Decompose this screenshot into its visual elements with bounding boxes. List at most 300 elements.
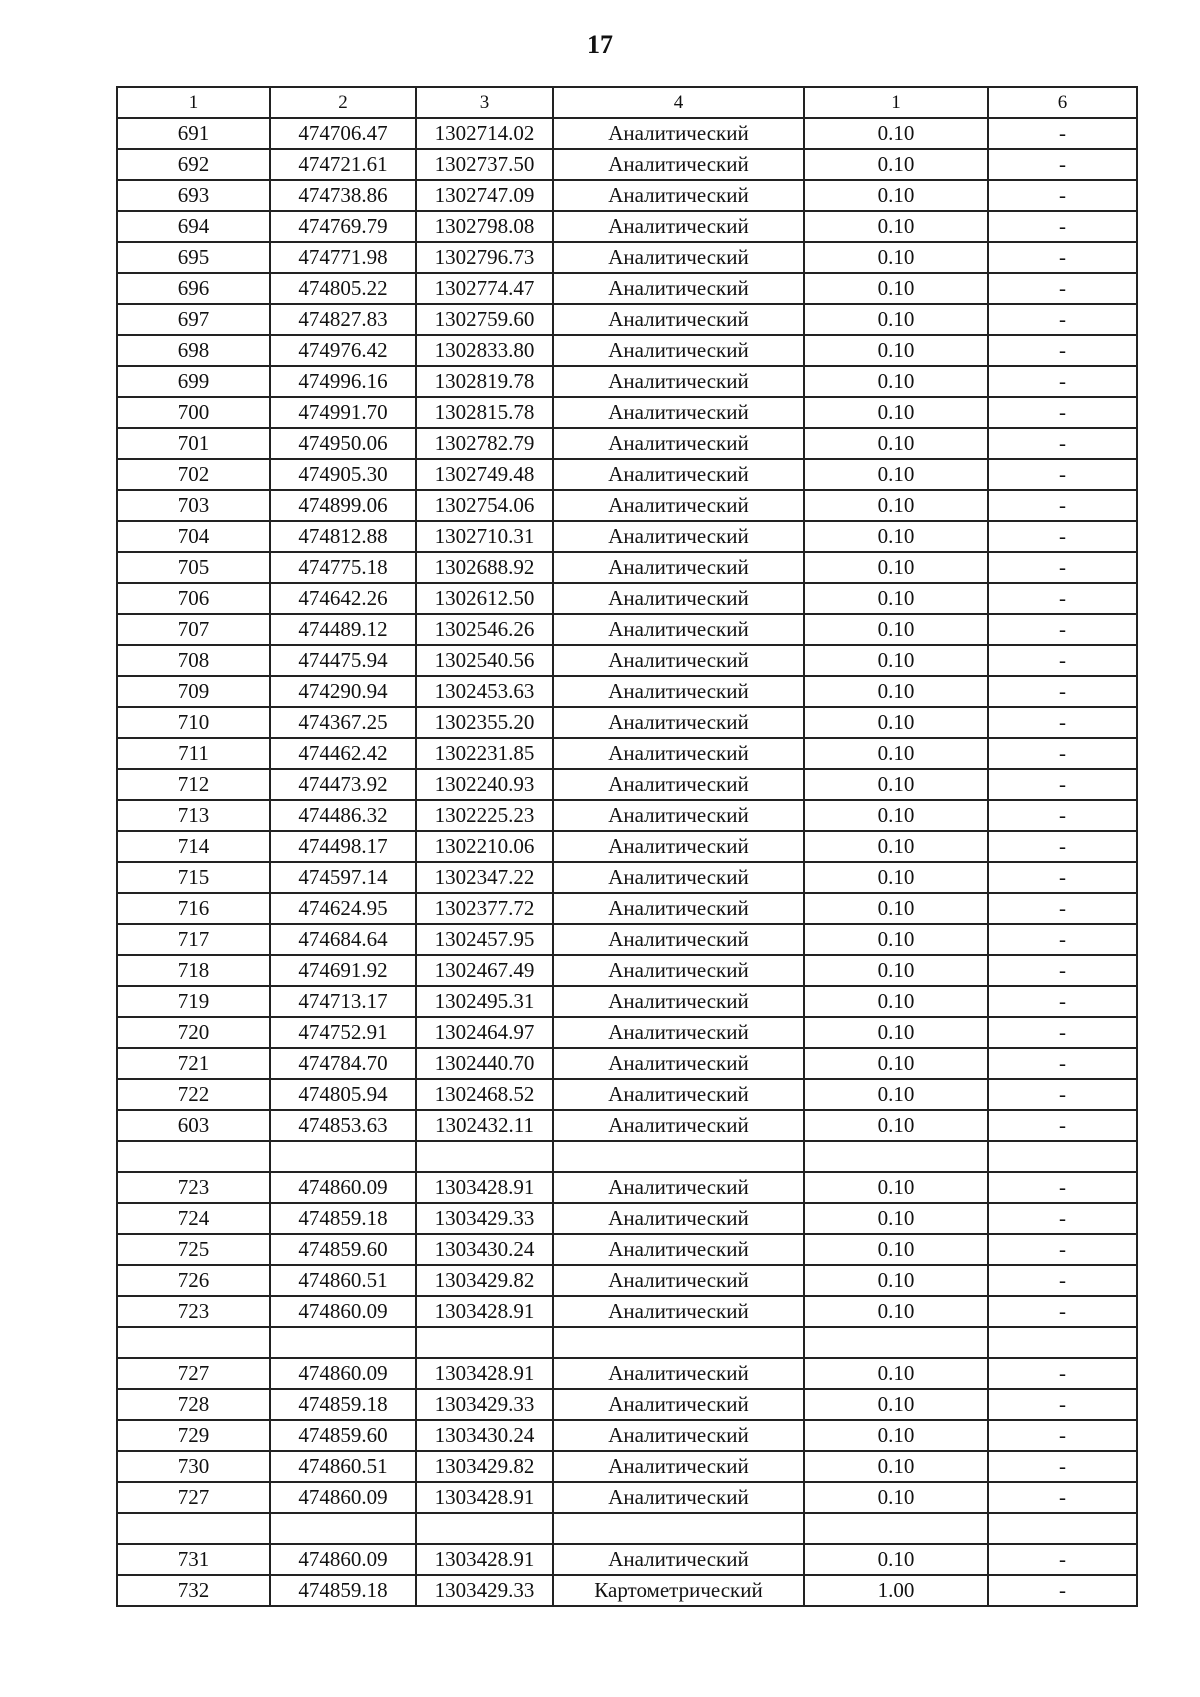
point-number-cell: 729 bbox=[117, 1420, 270, 1451]
point-number-cell bbox=[117, 1327, 270, 1358]
point-number-cell: 708 bbox=[117, 645, 270, 676]
accuracy-cell: 0.10 bbox=[804, 366, 988, 397]
table-row bbox=[117, 1110, 1137, 1141]
point-number-cell: 725 bbox=[117, 1234, 270, 1265]
point-number-cell: 711 bbox=[117, 738, 270, 769]
x-coordinate-cell: 474860.51 bbox=[270, 1451, 416, 1482]
accuracy-cell: 0.10 bbox=[804, 1389, 988, 1420]
y-coordinate-cell: 1302737.50 bbox=[416, 149, 553, 180]
description-cell: - bbox=[988, 614, 1137, 645]
accuracy-cell: 0.10 bbox=[804, 583, 988, 614]
x-coordinate-cell: 474859.60 bbox=[270, 1234, 416, 1265]
description-cell: - bbox=[988, 583, 1137, 614]
table-row bbox=[117, 1513, 1137, 1544]
table-row bbox=[117, 1327, 1137, 1358]
method-cell: Аналитический bbox=[553, 986, 804, 1017]
point-number-cell: 696 bbox=[117, 273, 270, 304]
method-cell: Аналитический bbox=[553, 273, 804, 304]
point-number-cell: 702 bbox=[117, 459, 270, 490]
y-coordinate-cell: 1302540.56 bbox=[416, 645, 553, 676]
y-coordinate-cell: 1302782.79 bbox=[416, 428, 553, 459]
accuracy-cell: 0.10 bbox=[804, 490, 988, 521]
accuracy-cell: 0.10 bbox=[804, 1048, 988, 1079]
y-coordinate-cell: 1302467.49 bbox=[416, 955, 553, 986]
description-cell: - bbox=[988, 707, 1137, 738]
y-coordinate-cell: 1303429.82 bbox=[416, 1265, 553, 1296]
description-cell: - bbox=[988, 211, 1137, 242]
point-number-cell: 694 bbox=[117, 211, 270, 242]
accuracy-cell bbox=[804, 1141, 988, 1172]
y-coordinate-cell: 1303428.91 bbox=[416, 1358, 553, 1389]
y-coordinate-cell: 1303428.91 bbox=[416, 1172, 553, 1203]
point-number-cell: 693 bbox=[117, 180, 270, 211]
description-cell: - bbox=[988, 1296, 1137, 1327]
x-coordinate-cell: 474721.61 bbox=[270, 149, 416, 180]
y-coordinate-cell: 1302377.72 bbox=[416, 893, 553, 924]
point-number-cell: 724 bbox=[117, 1203, 270, 1234]
description-cell: - bbox=[988, 769, 1137, 800]
method-cell: Аналитический bbox=[553, 1389, 804, 1420]
x-coordinate-cell: 474899.06 bbox=[270, 490, 416, 521]
method-cell: Аналитический bbox=[553, 459, 804, 490]
method-cell: Аналитический bbox=[553, 1079, 804, 1110]
description-cell: - bbox=[988, 397, 1137, 428]
y-coordinate-cell: 1303429.33 bbox=[416, 1575, 553, 1606]
method-cell: Аналитический bbox=[553, 676, 804, 707]
y-coordinate-cell: 1302747.09 bbox=[416, 180, 553, 211]
table-row bbox=[117, 986, 1137, 1017]
description-cell: - bbox=[988, 1110, 1137, 1141]
x-coordinate-cell: 474489.12 bbox=[270, 614, 416, 645]
method-cell: Аналитический bbox=[553, 335, 804, 366]
point-number-cell: 721 bbox=[117, 1048, 270, 1079]
y-coordinate-cell: 1302468.52 bbox=[416, 1079, 553, 1110]
table-row bbox=[117, 831, 1137, 862]
table-row bbox=[117, 1482, 1137, 1513]
table-row bbox=[117, 1203, 1137, 1234]
x-coordinate-cell bbox=[270, 1141, 416, 1172]
description-cell: - bbox=[988, 738, 1137, 769]
table-row bbox=[117, 1172, 1137, 1203]
x-coordinate-cell: 474860.09 bbox=[270, 1358, 416, 1389]
accuracy-cell: 0.10 bbox=[804, 552, 988, 583]
method-cell: Аналитический bbox=[553, 831, 804, 862]
accuracy-cell bbox=[804, 1513, 988, 1544]
x-coordinate-cell: 474642.26 bbox=[270, 583, 416, 614]
x-coordinate-cell: 474498.17 bbox=[270, 831, 416, 862]
point-number-cell: 731 bbox=[117, 1544, 270, 1575]
point-number-cell: 720 bbox=[117, 1017, 270, 1048]
x-coordinate-cell: 474769.79 bbox=[270, 211, 416, 242]
method-cell: Аналитический bbox=[553, 397, 804, 428]
x-coordinate-cell: 474859.18 bbox=[270, 1203, 416, 1234]
x-coordinate-cell: 474473.92 bbox=[270, 769, 416, 800]
method-cell bbox=[553, 1513, 804, 1544]
x-coordinate-cell: 474976.42 bbox=[270, 335, 416, 366]
y-coordinate-cell: 1302240.93 bbox=[416, 769, 553, 800]
table-row bbox=[117, 490, 1137, 521]
point-number-cell: 701 bbox=[117, 428, 270, 459]
table-row bbox=[117, 304, 1137, 335]
accuracy-cell: 0.10 bbox=[804, 800, 988, 831]
description-cell bbox=[988, 1141, 1137, 1172]
point-number-cell: 727 bbox=[117, 1482, 270, 1513]
table-row bbox=[117, 1389, 1137, 1420]
method-cell: Аналитический bbox=[553, 366, 804, 397]
description-cell: - bbox=[988, 118, 1137, 149]
point-number-cell: 723 bbox=[117, 1172, 270, 1203]
description-cell: - bbox=[988, 862, 1137, 893]
column-header: 6 bbox=[988, 87, 1137, 118]
method-cell: Аналитический bbox=[553, 1172, 804, 1203]
accuracy-cell: 0.10 bbox=[804, 1203, 988, 1234]
description-cell: - bbox=[988, 180, 1137, 211]
y-coordinate-cell: 1302210.06 bbox=[416, 831, 553, 862]
description-cell: - bbox=[988, 552, 1137, 583]
x-coordinate-cell: 474860.09 bbox=[270, 1544, 416, 1575]
accuracy-cell: 0.10 bbox=[804, 180, 988, 211]
description-cell bbox=[988, 1327, 1137, 1358]
method-cell: Аналитический bbox=[553, 552, 804, 583]
method-cell bbox=[553, 1327, 804, 1358]
y-coordinate-cell: 1302754.06 bbox=[416, 490, 553, 521]
accuracy-cell: 0.10 bbox=[804, 1544, 988, 1575]
table-row bbox=[117, 1141, 1137, 1172]
accuracy-cell: 0.10 bbox=[804, 428, 988, 459]
description-cell: - bbox=[988, 1420, 1137, 1451]
column-header: 4 bbox=[553, 87, 804, 118]
coordinates-table bbox=[116, 86, 1138, 1607]
description-cell: - bbox=[988, 1544, 1137, 1575]
description-cell: - bbox=[988, 1451, 1137, 1482]
accuracy-cell: 0.10 bbox=[804, 335, 988, 366]
point-number-cell: 712 bbox=[117, 769, 270, 800]
method-cell: Аналитический bbox=[553, 1358, 804, 1389]
description-cell: - bbox=[988, 800, 1137, 831]
description-cell: - bbox=[988, 1203, 1137, 1234]
point-number-cell: 695 bbox=[117, 242, 270, 273]
point-number-cell: 697 bbox=[117, 304, 270, 335]
description-cell: - bbox=[988, 986, 1137, 1017]
accuracy-cell: 0.10 bbox=[804, 397, 988, 428]
y-coordinate-cell: 1302796.73 bbox=[416, 242, 553, 273]
point-number-cell: 727 bbox=[117, 1358, 270, 1389]
x-coordinate-cell: 474691.92 bbox=[270, 955, 416, 986]
x-coordinate-cell: 474905.30 bbox=[270, 459, 416, 490]
x-coordinate-cell: 474738.86 bbox=[270, 180, 416, 211]
table-row bbox=[117, 552, 1137, 583]
point-number-cell: 716 bbox=[117, 893, 270, 924]
point-number-cell: 730 bbox=[117, 1451, 270, 1482]
accuracy-cell: 0.10 bbox=[804, 1420, 988, 1451]
y-coordinate-cell: 1303429.33 bbox=[416, 1389, 553, 1420]
table-row bbox=[117, 862, 1137, 893]
x-coordinate-cell: 474805.22 bbox=[270, 273, 416, 304]
method-cell: Аналитический bbox=[553, 149, 804, 180]
table-row bbox=[117, 738, 1137, 769]
y-coordinate-cell: 1302612.50 bbox=[416, 583, 553, 614]
y-coordinate-cell: 1302546.26 bbox=[416, 614, 553, 645]
table-body bbox=[117, 118, 1137, 1606]
method-cell: Аналитический bbox=[553, 521, 804, 552]
y-coordinate-cell: 1302231.85 bbox=[416, 738, 553, 769]
accuracy-cell: 0.10 bbox=[804, 707, 988, 738]
table-row bbox=[117, 1048, 1137, 1079]
x-coordinate-cell: 474752.91 bbox=[270, 1017, 416, 1048]
accuracy-cell: 0.10 bbox=[804, 521, 988, 552]
method-cell: Аналитический bbox=[553, 1017, 804, 1048]
x-coordinate-cell: 474860.09 bbox=[270, 1172, 416, 1203]
y-coordinate-cell: 1303429.33 bbox=[416, 1203, 553, 1234]
y-coordinate-cell: 1302464.97 bbox=[416, 1017, 553, 1048]
table-row bbox=[117, 707, 1137, 738]
table-row bbox=[117, 1544, 1137, 1575]
table-header-row bbox=[117, 87, 1137, 118]
x-coordinate-cell: 474684.64 bbox=[270, 924, 416, 955]
accuracy-cell: 0.10 bbox=[804, 242, 988, 273]
method-cell: Аналитический bbox=[553, 1420, 804, 1451]
table-row bbox=[117, 1079, 1137, 1110]
point-number-cell: 710 bbox=[117, 707, 270, 738]
accuracy-cell: 0.10 bbox=[804, 769, 988, 800]
accuracy-cell: 0.10 bbox=[804, 459, 988, 490]
point-number-cell: 707 bbox=[117, 614, 270, 645]
x-coordinate-cell: 474486.32 bbox=[270, 800, 416, 831]
description-cell bbox=[988, 1513, 1137, 1544]
description-cell: - bbox=[988, 1079, 1137, 1110]
description-cell: - bbox=[988, 335, 1137, 366]
x-coordinate-cell: 474860.51 bbox=[270, 1265, 416, 1296]
y-coordinate-cell: 1303428.91 bbox=[416, 1482, 553, 1513]
y-coordinate-cell: 1302774.47 bbox=[416, 273, 553, 304]
description-cell: - bbox=[988, 1048, 1137, 1079]
method-cell: Аналитический bbox=[553, 1296, 804, 1327]
accuracy-cell: 0.10 bbox=[804, 1358, 988, 1389]
method-cell: Аналитический bbox=[553, 180, 804, 211]
table-row bbox=[117, 800, 1137, 831]
y-coordinate-cell: 1302798.08 bbox=[416, 211, 553, 242]
x-coordinate-cell: 474624.95 bbox=[270, 893, 416, 924]
table-row bbox=[117, 428, 1137, 459]
method-cell: Аналитический bbox=[553, 707, 804, 738]
y-coordinate-cell: 1302347.22 bbox=[416, 862, 553, 893]
x-coordinate-cell: 474706.47 bbox=[270, 118, 416, 149]
method-cell: Аналитический bbox=[553, 862, 804, 893]
y-coordinate-cell: 1302688.92 bbox=[416, 552, 553, 583]
x-coordinate-cell: 474775.18 bbox=[270, 552, 416, 583]
y-coordinate-cell: 1302440.70 bbox=[416, 1048, 553, 1079]
point-number-cell: 700 bbox=[117, 397, 270, 428]
x-coordinate-cell: 474991.70 bbox=[270, 397, 416, 428]
x-coordinate-cell: 474367.25 bbox=[270, 707, 416, 738]
accuracy-cell: 0.10 bbox=[804, 1296, 988, 1327]
table-row bbox=[117, 180, 1137, 211]
y-coordinate-cell bbox=[416, 1327, 553, 1358]
description-cell: - bbox=[988, 893, 1137, 924]
x-coordinate-cell: 474853.63 bbox=[270, 1110, 416, 1141]
table-row bbox=[117, 1358, 1137, 1389]
point-number-cell: 691 bbox=[117, 118, 270, 149]
method-cell: Аналитический bbox=[553, 1451, 804, 1482]
description-cell: - bbox=[988, 149, 1137, 180]
x-coordinate-cell bbox=[270, 1513, 416, 1544]
point-number-cell bbox=[117, 1513, 270, 1544]
y-coordinate-cell: 1302819.78 bbox=[416, 366, 553, 397]
point-number-cell: 722 bbox=[117, 1079, 270, 1110]
x-coordinate-cell bbox=[270, 1327, 416, 1358]
x-coordinate-cell: 474713.17 bbox=[270, 986, 416, 1017]
table-row bbox=[117, 1265, 1137, 1296]
page-number: 17 bbox=[587, 30, 613, 59]
y-coordinate-cell: 1302355.20 bbox=[416, 707, 553, 738]
description-cell: - bbox=[988, 924, 1137, 955]
x-coordinate-cell: 474290.94 bbox=[270, 676, 416, 707]
table-row bbox=[117, 521, 1137, 552]
point-number-cell: 603 bbox=[117, 1110, 270, 1141]
accuracy-cell: 0.10 bbox=[804, 304, 988, 335]
column-header: 3 bbox=[416, 87, 553, 118]
x-coordinate-cell: 474859.60 bbox=[270, 1420, 416, 1451]
accuracy-cell: 0.10 bbox=[804, 831, 988, 862]
point-number-cell: 699 bbox=[117, 366, 270, 397]
accuracy-cell: 0.10 bbox=[804, 273, 988, 304]
table-row bbox=[117, 273, 1137, 304]
y-coordinate-cell: 1303430.24 bbox=[416, 1420, 553, 1451]
y-coordinate-cell: 1302749.48 bbox=[416, 459, 553, 490]
description-cell: - bbox=[988, 831, 1137, 862]
point-number-cell: 705 bbox=[117, 552, 270, 583]
method-cell: Аналитический bbox=[553, 769, 804, 800]
description-cell: - bbox=[988, 366, 1137, 397]
point-number-cell: 706 bbox=[117, 583, 270, 614]
method-cell: Аналитический bbox=[553, 1265, 804, 1296]
accuracy-cell: 0.10 bbox=[804, 1110, 988, 1141]
accuracy-cell: 0.10 bbox=[804, 1451, 988, 1482]
x-coordinate-cell: 474812.88 bbox=[270, 521, 416, 552]
method-cell: Аналитический bbox=[553, 583, 804, 614]
table-row bbox=[117, 1234, 1137, 1265]
method-cell: Аналитический bbox=[553, 893, 804, 924]
accuracy-cell: 0.10 bbox=[804, 924, 988, 955]
table-row bbox=[117, 397, 1137, 428]
accuracy-cell bbox=[804, 1327, 988, 1358]
accuracy-cell: 0.10 bbox=[804, 1017, 988, 1048]
y-coordinate-cell: 1302714.02 bbox=[416, 118, 553, 149]
table-row bbox=[117, 583, 1137, 614]
table-row bbox=[117, 676, 1137, 707]
y-coordinate-cell: 1302833.80 bbox=[416, 335, 553, 366]
description-cell: - bbox=[988, 676, 1137, 707]
table-row bbox=[117, 242, 1137, 273]
method-cell: Картометрический bbox=[553, 1575, 804, 1606]
x-coordinate-cell: 474996.16 bbox=[270, 366, 416, 397]
accuracy-cell: 0.10 bbox=[804, 149, 988, 180]
point-number-cell: 714 bbox=[117, 831, 270, 862]
x-coordinate-cell: 474859.18 bbox=[270, 1389, 416, 1420]
method-cell: Аналитический bbox=[553, 1544, 804, 1575]
y-coordinate-cell: 1302453.63 bbox=[416, 676, 553, 707]
table-row bbox=[117, 366, 1137, 397]
accuracy-cell: 0.10 bbox=[804, 118, 988, 149]
table-row bbox=[117, 924, 1137, 955]
description-cell: - bbox=[988, 242, 1137, 273]
x-coordinate-cell: 474950.06 bbox=[270, 428, 416, 459]
y-coordinate-cell: 1302815.78 bbox=[416, 397, 553, 428]
method-cell: Аналитический bbox=[553, 738, 804, 769]
description-cell: - bbox=[988, 304, 1137, 335]
description-cell: - bbox=[988, 1575, 1137, 1606]
method-cell: Аналитический bbox=[553, 1234, 804, 1265]
method-cell: Аналитический bbox=[553, 211, 804, 242]
point-number-cell: 719 bbox=[117, 986, 270, 1017]
method-cell: Аналитический bbox=[553, 645, 804, 676]
point-number-cell: 728 bbox=[117, 1389, 270, 1420]
point-number-cell: 718 bbox=[117, 955, 270, 986]
x-coordinate-cell: 474784.70 bbox=[270, 1048, 416, 1079]
description-cell: - bbox=[988, 1172, 1137, 1203]
y-coordinate-cell: 1302457.95 bbox=[416, 924, 553, 955]
point-number-cell: 717 bbox=[117, 924, 270, 955]
y-coordinate-cell: 1302759.60 bbox=[416, 304, 553, 335]
method-cell: Аналитический bbox=[553, 1048, 804, 1079]
y-coordinate-cell bbox=[416, 1141, 553, 1172]
method-cell: Аналитический bbox=[553, 924, 804, 955]
description-cell: - bbox=[988, 1389, 1137, 1420]
x-coordinate-cell: 474859.18 bbox=[270, 1575, 416, 1606]
description-cell: - bbox=[988, 1265, 1137, 1296]
table-row bbox=[117, 459, 1137, 490]
description-cell: - bbox=[988, 521, 1137, 552]
y-coordinate-cell: 1303428.91 bbox=[416, 1296, 553, 1327]
accuracy-cell: 0.10 bbox=[804, 211, 988, 242]
table-row bbox=[117, 955, 1137, 986]
table-row bbox=[117, 645, 1137, 676]
method-cell bbox=[553, 1141, 804, 1172]
table-row bbox=[117, 118, 1137, 149]
y-coordinate-cell: 1303428.91 bbox=[416, 1544, 553, 1575]
method-cell: Аналитический bbox=[553, 1110, 804, 1141]
accuracy-cell: 0.10 bbox=[804, 676, 988, 707]
method-cell: Аналитический bbox=[553, 490, 804, 521]
method-cell: Аналитический bbox=[553, 955, 804, 986]
description-cell: - bbox=[988, 1017, 1137, 1048]
x-coordinate-cell: 474462.42 bbox=[270, 738, 416, 769]
point-number-cell: 692 bbox=[117, 149, 270, 180]
column-header: 1 bbox=[117, 87, 270, 118]
x-coordinate-cell: 474771.98 bbox=[270, 242, 416, 273]
accuracy-cell: 0.10 bbox=[804, 645, 988, 676]
accuracy-cell: 0.10 bbox=[804, 1265, 988, 1296]
table-row bbox=[117, 1451, 1137, 1482]
x-coordinate-cell: 474860.09 bbox=[270, 1482, 416, 1513]
point-number-cell: 726 bbox=[117, 1265, 270, 1296]
point-number-cell: 713 bbox=[117, 800, 270, 831]
y-coordinate-cell: 1302710.31 bbox=[416, 521, 553, 552]
y-coordinate-cell: 1302432.11 bbox=[416, 1110, 553, 1141]
table-row bbox=[117, 149, 1137, 180]
point-number-cell: 703 bbox=[117, 490, 270, 521]
method-cell: Аналитический bbox=[553, 118, 804, 149]
accuracy-cell: 0.10 bbox=[804, 986, 988, 1017]
description-cell: - bbox=[988, 273, 1137, 304]
accuracy-cell: 0.10 bbox=[804, 1079, 988, 1110]
table-row bbox=[117, 1575, 1137, 1606]
method-cell: Аналитический bbox=[553, 1482, 804, 1513]
column-header: 2 bbox=[270, 87, 416, 118]
description-cell: - bbox=[988, 645, 1137, 676]
accuracy-cell: 0.10 bbox=[804, 614, 988, 645]
table-row bbox=[117, 893, 1137, 924]
